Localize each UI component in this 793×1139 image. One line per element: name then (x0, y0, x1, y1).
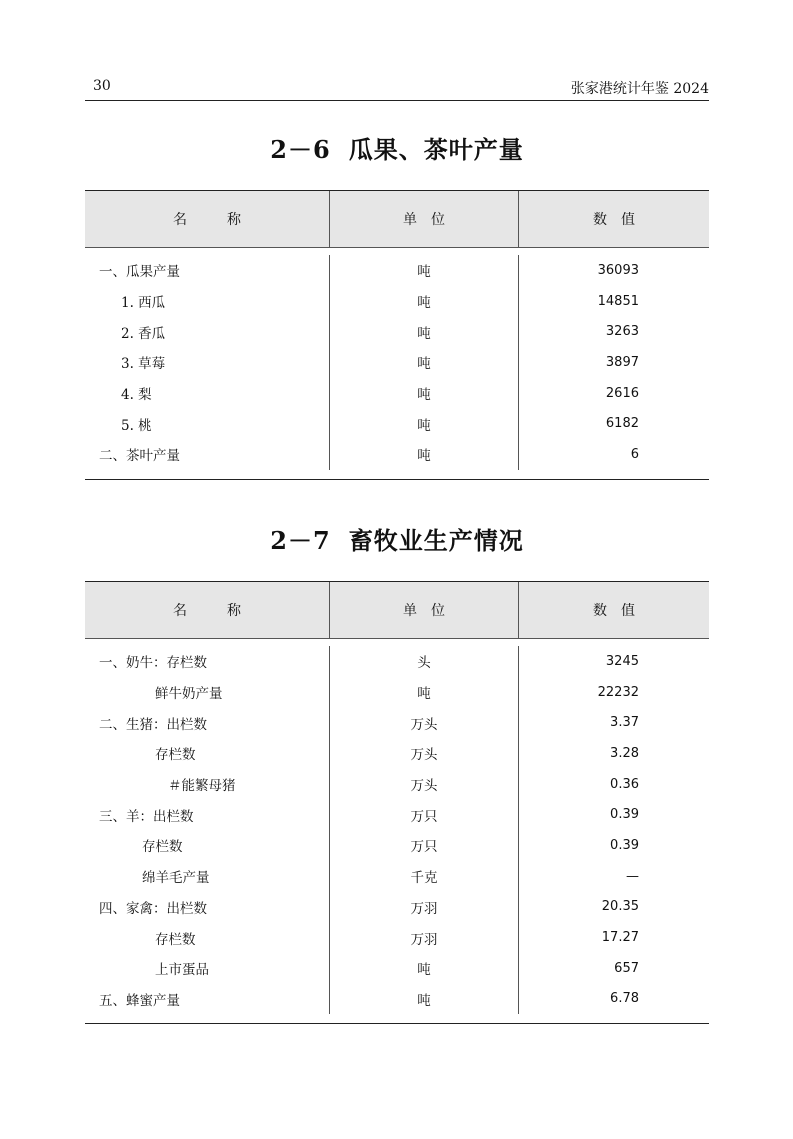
row-unit: 吨 (330, 408, 519, 439)
row-name: 一、奶牛：存栏数 (85, 646, 330, 677)
header-unit: 单位 (330, 582, 519, 638)
header-unit: 单位 (330, 191, 519, 247)
row-name: 4. 梨 (85, 378, 330, 409)
row-value: 36093 (597, 262, 639, 278)
row-value: 22232 (597, 684, 639, 700)
row-value: 2616 (605, 385, 639, 401)
row-value: 3897 (605, 354, 639, 370)
row-value: 6 (630, 446, 639, 462)
row-unit: 吨 (330, 677, 519, 708)
row-value: — (626, 868, 639, 884)
row-unit: 吨 (330, 439, 519, 470)
table2-title-text: 畜牧业生产情况 (348, 526, 524, 555)
table2-header (85, 582, 709, 639)
row-unit: 千克 (330, 861, 519, 892)
table1-title (85, 130, 709, 165)
row-unit: 吨 (330, 286, 519, 317)
table-row (85, 347, 709, 378)
row-unit: 吨 (330, 255, 519, 286)
row-value: 6182 (605, 416, 639, 432)
table-row (85, 861, 709, 892)
row-unit: 吨 (330, 378, 519, 409)
table-row (85, 408, 709, 439)
table-row (85, 439, 709, 470)
row-name: 2. 香瓜 (85, 316, 330, 347)
table-row (85, 922, 709, 953)
table-row (85, 677, 709, 708)
table-row (85, 953, 709, 984)
table1-title-text: 瓜果、茶叶产量 (348, 135, 524, 164)
row-unit: 吨 (330, 347, 519, 378)
table-row (85, 646, 709, 677)
row-unit: 万头 (330, 707, 519, 738)
row-value: 20.35 (601, 899, 639, 915)
header-value: 数值 (593, 212, 649, 228)
row-unit: 万只 (330, 830, 519, 861)
table1-header (85, 191, 709, 248)
row-name: 存栏数 (85, 922, 330, 953)
row-value: 0.39 (610, 837, 639, 853)
row-name: 3. 草莓 (85, 347, 330, 378)
row-name: 绵羊毛产量 (85, 861, 330, 892)
header-value: 数值 (593, 603, 649, 619)
row-value: 0.39 (610, 807, 639, 823)
row-unit: 吨 (330, 316, 519, 347)
table2-body (85, 639, 709, 1023)
table1 (85, 190, 709, 480)
row-name: 四、家禽：出栏数 (85, 892, 330, 923)
table2-number: 2－7 (270, 526, 331, 555)
table-row (85, 738, 709, 769)
row-unit: 万只 (330, 799, 519, 830)
table-row (85, 316, 709, 347)
row-unit: 万羽 (330, 922, 519, 953)
row-name: ＃能繁母猪 (85, 769, 330, 800)
table1-body (85, 248, 709, 479)
table-row (85, 799, 709, 830)
table-row (85, 769, 709, 800)
table2 (85, 581, 709, 1024)
table-row (85, 984, 709, 1015)
row-value: 3263 (605, 324, 639, 340)
row-unit: 万头 (330, 769, 519, 800)
header-name: 名称 (85, 582, 330, 638)
row-name: 5. 桃 (85, 408, 330, 439)
row-unit: 吨 (330, 953, 519, 984)
header-name: 名称 (85, 191, 330, 247)
row-name: 上市蛋品 (85, 953, 330, 984)
table2-title (85, 521, 709, 556)
row-value: 17.27 (601, 930, 639, 946)
page-header (85, 74, 709, 101)
row-name: 1. 西瓜 (85, 286, 330, 317)
row-name: 鲜牛奶产量 (85, 677, 330, 708)
row-name: 二、生猪：出栏数 (85, 707, 330, 738)
row-value: 6.78 (610, 991, 639, 1007)
row-name: 三、羊：出栏数 (85, 799, 330, 830)
table-row (85, 830, 709, 861)
page-number: 30 (93, 78, 111, 94)
table-row (85, 892, 709, 923)
row-value: 3.37 (610, 715, 639, 731)
row-name: 五、蜂蜜产量 (85, 984, 330, 1015)
row-value: 657 (614, 960, 639, 976)
table-row (85, 707, 709, 738)
table-row (85, 378, 709, 409)
row-value: 0.36 (610, 776, 639, 792)
row-value: 14851 (597, 293, 639, 309)
row-name: 二、茶叶产量 (85, 439, 330, 470)
table1-number: 2－6 (270, 135, 331, 164)
row-unit: 吨 (330, 984, 519, 1015)
row-unit: 头 (330, 646, 519, 677)
row-value: 3245 (605, 653, 639, 669)
row-name: 存栏数 (85, 738, 330, 769)
book-title: 张家港统计年鉴 2024 (570, 81, 709, 97)
row-value: 3.28 (610, 745, 639, 761)
row-name: 一、瓜果产量 (85, 255, 330, 286)
table-row (85, 255, 709, 286)
row-unit: 万头 (330, 738, 519, 769)
row-unit: 万羽 (330, 892, 519, 923)
table-row (85, 286, 709, 317)
row-name: 存栏数 (85, 830, 330, 861)
